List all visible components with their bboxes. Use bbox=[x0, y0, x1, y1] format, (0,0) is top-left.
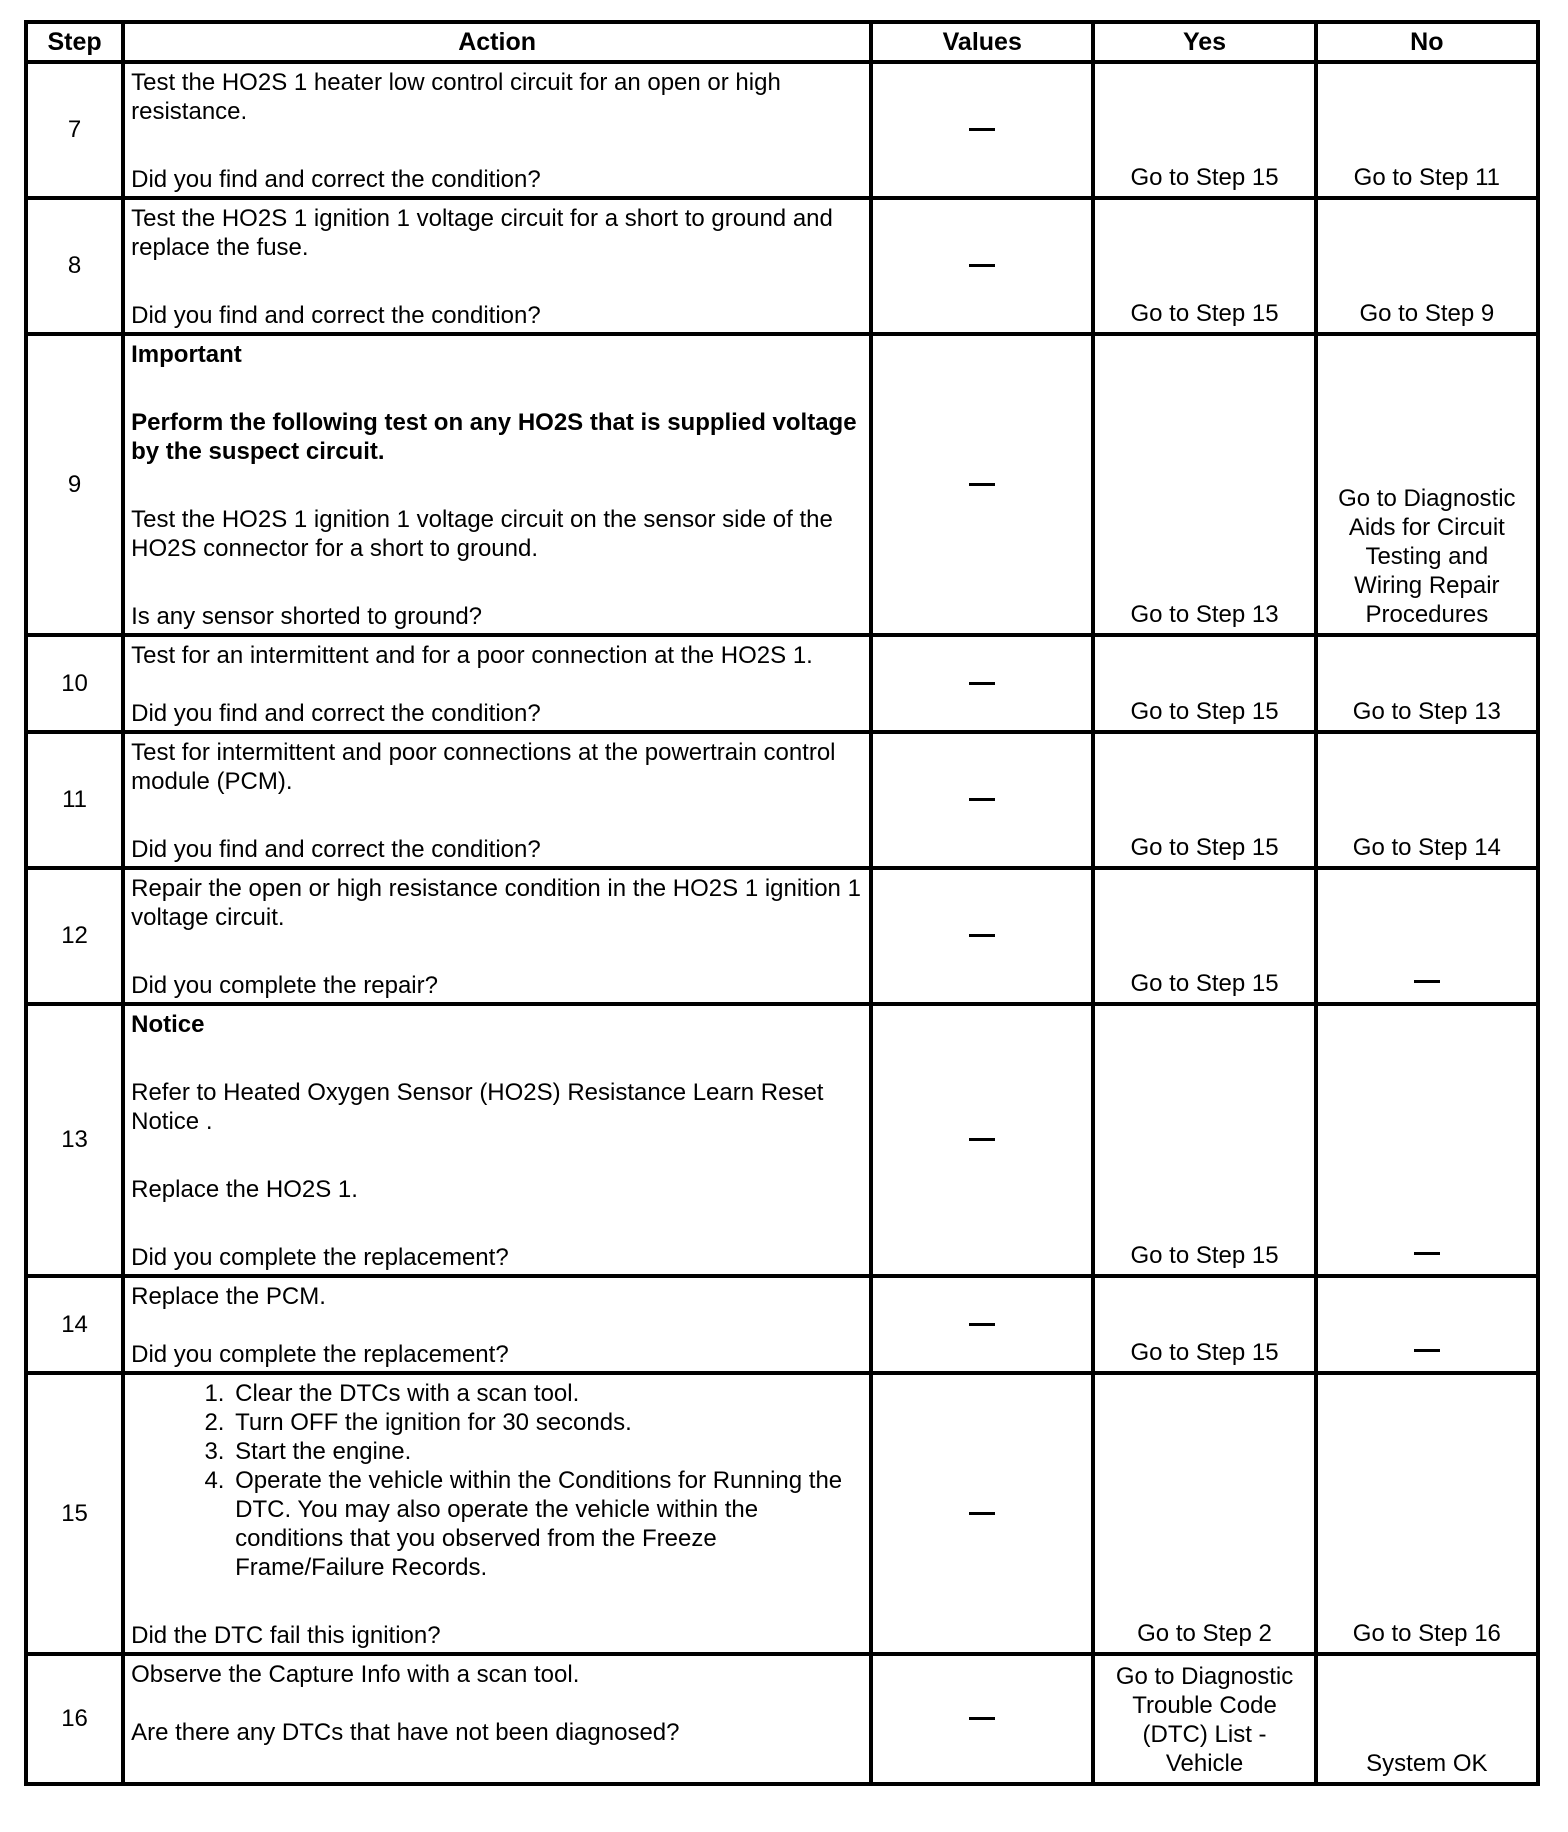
step-number: 14 bbox=[26, 1276, 123, 1373]
action-text: Test the HO2S 1 heater low control circuit for an open or high resistance. bbox=[131, 69, 781, 125]
step-number: 9 bbox=[26, 334, 123, 635]
notice-label: Notice bbox=[131, 1011, 205, 1038]
dash-icon bbox=[969, 483, 995, 486]
header-action: Action bbox=[123, 22, 871, 62]
action-question: Did you find and correct the condition? bbox=[131, 166, 541, 193]
yes-cell bbox=[1093, 732, 1315, 868]
no-link[interactable]: Go to Step 13 bbox=[1352, 698, 1501, 725]
table-row bbox=[26, 635, 1538, 732]
step-number: 10 bbox=[26, 635, 123, 732]
action-text: Test the HO2S 1 ignition 1 voltage circuit for a short to ground and replace the fuse. bbox=[131, 205, 833, 261]
table-row bbox=[26, 1276, 1538, 1373]
step-number: 11 bbox=[26, 732, 123, 868]
yes-cell bbox=[1093, 635, 1315, 732]
action-question: Are there any DTCs that have not been diagnosed? bbox=[131, 1719, 680, 1746]
no-cell bbox=[1316, 1373, 1538, 1654]
no-cell bbox=[1316, 198, 1538, 334]
step-number: 16 bbox=[26, 1654, 123, 1784]
action-question: Did you complete the replacement? bbox=[131, 1244, 509, 1271]
table-row bbox=[26, 1373, 1538, 1654]
action-text: Repair the open or high resistance condition in the HO2S 1 ignition 1 voltage circuit. bbox=[131, 875, 861, 931]
action-cell bbox=[123, 198, 871, 334]
list-item: 3. Start the engine. bbox=[231, 1437, 863, 1466]
no-dash bbox=[1318, 1241, 1536, 1270]
diagnostic-table bbox=[24, 20, 1540, 1786]
step-number: 8 bbox=[26, 198, 123, 334]
important-label: Important bbox=[131, 341, 242, 368]
table-row bbox=[26, 334, 1538, 635]
yes-cell bbox=[1093, 62, 1315, 198]
yes-cell bbox=[1093, 334, 1315, 635]
values-cell bbox=[871, 334, 1093, 635]
no-dash bbox=[1318, 1338, 1536, 1367]
dash-icon bbox=[969, 1512, 995, 1515]
yes-cell bbox=[1093, 1004, 1315, 1276]
no-cell bbox=[1316, 1004, 1538, 1276]
yes-link[interactable]: Go to Diagnostic Trouble Code (DTC) List - Vehicle bbox=[1115, 1663, 1294, 1777]
table-row bbox=[26, 732, 1538, 868]
no-cell bbox=[1316, 868, 1538, 1004]
yes-link[interactable]: Go to Step 15 bbox=[1130, 300, 1279, 327]
action-question: Did the DTC fail this ignition? bbox=[131, 1622, 441, 1649]
yes-link[interactable]: Go to Step 2 bbox=[1137, 1620, 1272, 1647]
list-item: 1. Clear the DTCs with a scan tool. bbox=[231, 1379, 863, 1408]
dash-icon bbox=[1414, 1252, 1440, 1255]
step-number: 7 bbox=[26, 62, 123, 198]
dash-icon bbox=[969, 1138, 995, 1141]
header-values: Values bbox=[871, 22, 1093, 62]
values-cell bbox=[871, 1004, 1093, 1276]
action-question: Did you complete the replacement? bbox=[131, 1341, 509, 1368]
important-text: Perform the following test on any HO2S that is supplied voltage by the suspect circuit. bbox=[131, 409, 857, 465]
yes-cell bbox=[1093, 868, 1315, 1004]
action-question: Did you find and correct the condition? bbox=[131, 700, 541, 727]
table-row bbox=[26, 62, 1538, 198]
values-cell bbox=[871, 868, 1093, 1004]
yes-link[interactable]: Go to Step 15 bbox=[1130, 698, 1279, 725]
yes-link[interactable]: Go to Step 15 bbox=[1130, 834, 1279, 861]
table-row bbox=[26, 1654, 1538, 1784]
header-step: Step bbox=[26, 22, 123, 62]
values-cell bbox=[871, 62, 1093, 198]
action-question: Did you complete the repair? bbox=[131, 972, 438, 999]
dash-icon bbox=[969, 1323, 995, 1326]
dash-icon bbox=[969, 128, 995, 131]
yes-link[interactable]: Go to Step 15 bbox=[1130, 1242, 1279, 1269]
list-item: 4. Operate the vehicle within the Conditions for Running the DTC. You may also operate the vehicle within the conditions that you observed from the Freeze Frame/Failure Records. bbox=[231, 1466, 863, 1582]
action-text: Replace the PCM. bbox=[131, 1283, 326, 1310]
step-number: 13 bbox=[26, 1004, 123, 1276]
action-cell bbox=[123, 334, 871, 635]
action-text: Test for an intermittent and for a poor connection at the HO2S 1. bbox=[131, 642, 813, 669]
yes-link[interactable]: Go to Step 15 bbox=[1130, 164, 1279, 191]
action-cell bbox=[123, 868, 871, 1004]
header-yes: Yes bbox=[1093, 22, 1315, 62]
action-text: Test for intermittent and poor connections at the powertrain control module (PCM). bbox=[131, 739, 836, 795]
table-row bbox=[26, 198, 1538, 334]
no-cell bbox=[1316, 1654, 1538, 1784]
notice-text: Refer to Heated Oxygen Sensor (HO2S) Resistance Learn Reset Notice . bbox=[131, 1079, 824, 1135]
no-link[interactable]: Go to Diagnostic Aids for Circuit Testing and Wiring Repair Procedures bbox=[1338, 485, 1516, 628]
no-link[interactable]: Go to Step 14 bbox=[1352, 834, 1501, 861]
yes-link[interactable]: Go to Step 13 bbox=[1130, 601, 1279, 628]
action-cell bbox=[123, 1004, 871, 1276]
action-cell bbox=[123, 1654, 871, 1784]
header-row bbox=[26, 22, 1538, 62]
action-text: Test the HO2S 1 ignition 1 voltage circuit on the sensor side of the HO2S connector for a short to ground. bbox=[131, 506, 833, 562]
action-cell bbox=[123, 62, 871, 198]
table-row bbox=[26, 1004, 1538, 1276]
no-cell bbox=[1316, 1276, 1538, 1373]
no-dash bbox=[1318, 969, 1536, 998]
values-cell bbox=[871, 198, 1093, 334]
dash-icon bbox=[969, 798, 995, 801]
no-link[interactable]: Go to Step 11 bbox=[1353, 164, 1500, 191]
no-cell bbox=[1316, 334, 1538, 635]
no-link[interactable]: Go to Step 9 bbox=[1359, 300, 1495, 327]
values-cell bbox=[871, 635, 1093, 732]
values-cell bbox=[871, 1373, 1093, 1654]
dash-icon bbox=[1414, 980, 1440, 983]
step-number: 12 bbox=[26, 868, 123, 1004]
no-link[interactable]: Go to Step 16 bbox=[1352, 1620, 1501, 1647]
dash-icon bbox=[969, 264, 995, 267]
values-cell bbox=[871, 1654, 1093, 1784]
action-question: Is any sensor shorted to ground? bbox=[131, 603, 483, 630]
action-text: Observe the Capture Info with a scan tool. bbox=[131, 1661, 580, 1688]
action-question: Did you find and correct the condition? bbox=[131, 302, 541, 329]
values-cell bbox=[871, 1276, 1093, 1373]
yes-link[interactable]: Go to Step 15 bbox=[1130, 1339, 1279, 1366]
no-cell bbox=[1316, 635, 1538, 732]
yes-link[interactable]: Go to Step 15 bbox=[1130, 970, 1279, 997]
action-cell bbox=[123, 1276, 871, 1373]
header-no: No bbox=[1316, 22, 1538, 62]
no-cell bbox=[1316, 732, 1538, 868]
action-text: Replace the HO2S 1. bbox=[131, 1176, 358, 1203]
list-item: 2. Turn OFF the ignition for 30 seconds. bbox=[231, 1408, 863, 1437]
yes-cell bbox=[1093, 198, 1315, 334]
no-link[interactable]: System OK bbox=[1366, 1750, 1488, 1777]
procedure-list bbox=[131, 1379, 863, 1582]
dash-icon bbox=[1414, 1349, 1440, 1352]
dash-icon bbox=[969, 1717, 995, 1720]
no-cell bbox=[1316, 62, 1538, 198]
dash-icon bbox=[969, 934, 995, 937]
values-cell bbox=[871, 732, 1093, 868]
action-cell bbox=[123, 1373, 871, 1654]
action-cell bbox=[123, 732, 871, 868]
yes-cell bbox=[1093, 1654, 1315, 1784]
table-row bbox=[26, 868, 1538, 1004]
action-cell bbox=[123, 635, 871, 732]
yes-cell bbox=[1093, 1373, 1315, 1654]
yes-cell bbox=[1093, 1276, 1315, 1373]
step-number: 15 bbox=[26, 1373, 123, 1654]
action-question: Did you find and correct the condition? bbox=[131, 836, 541, 863]
dash-icon bbox=[969, 682, 995, 685]
